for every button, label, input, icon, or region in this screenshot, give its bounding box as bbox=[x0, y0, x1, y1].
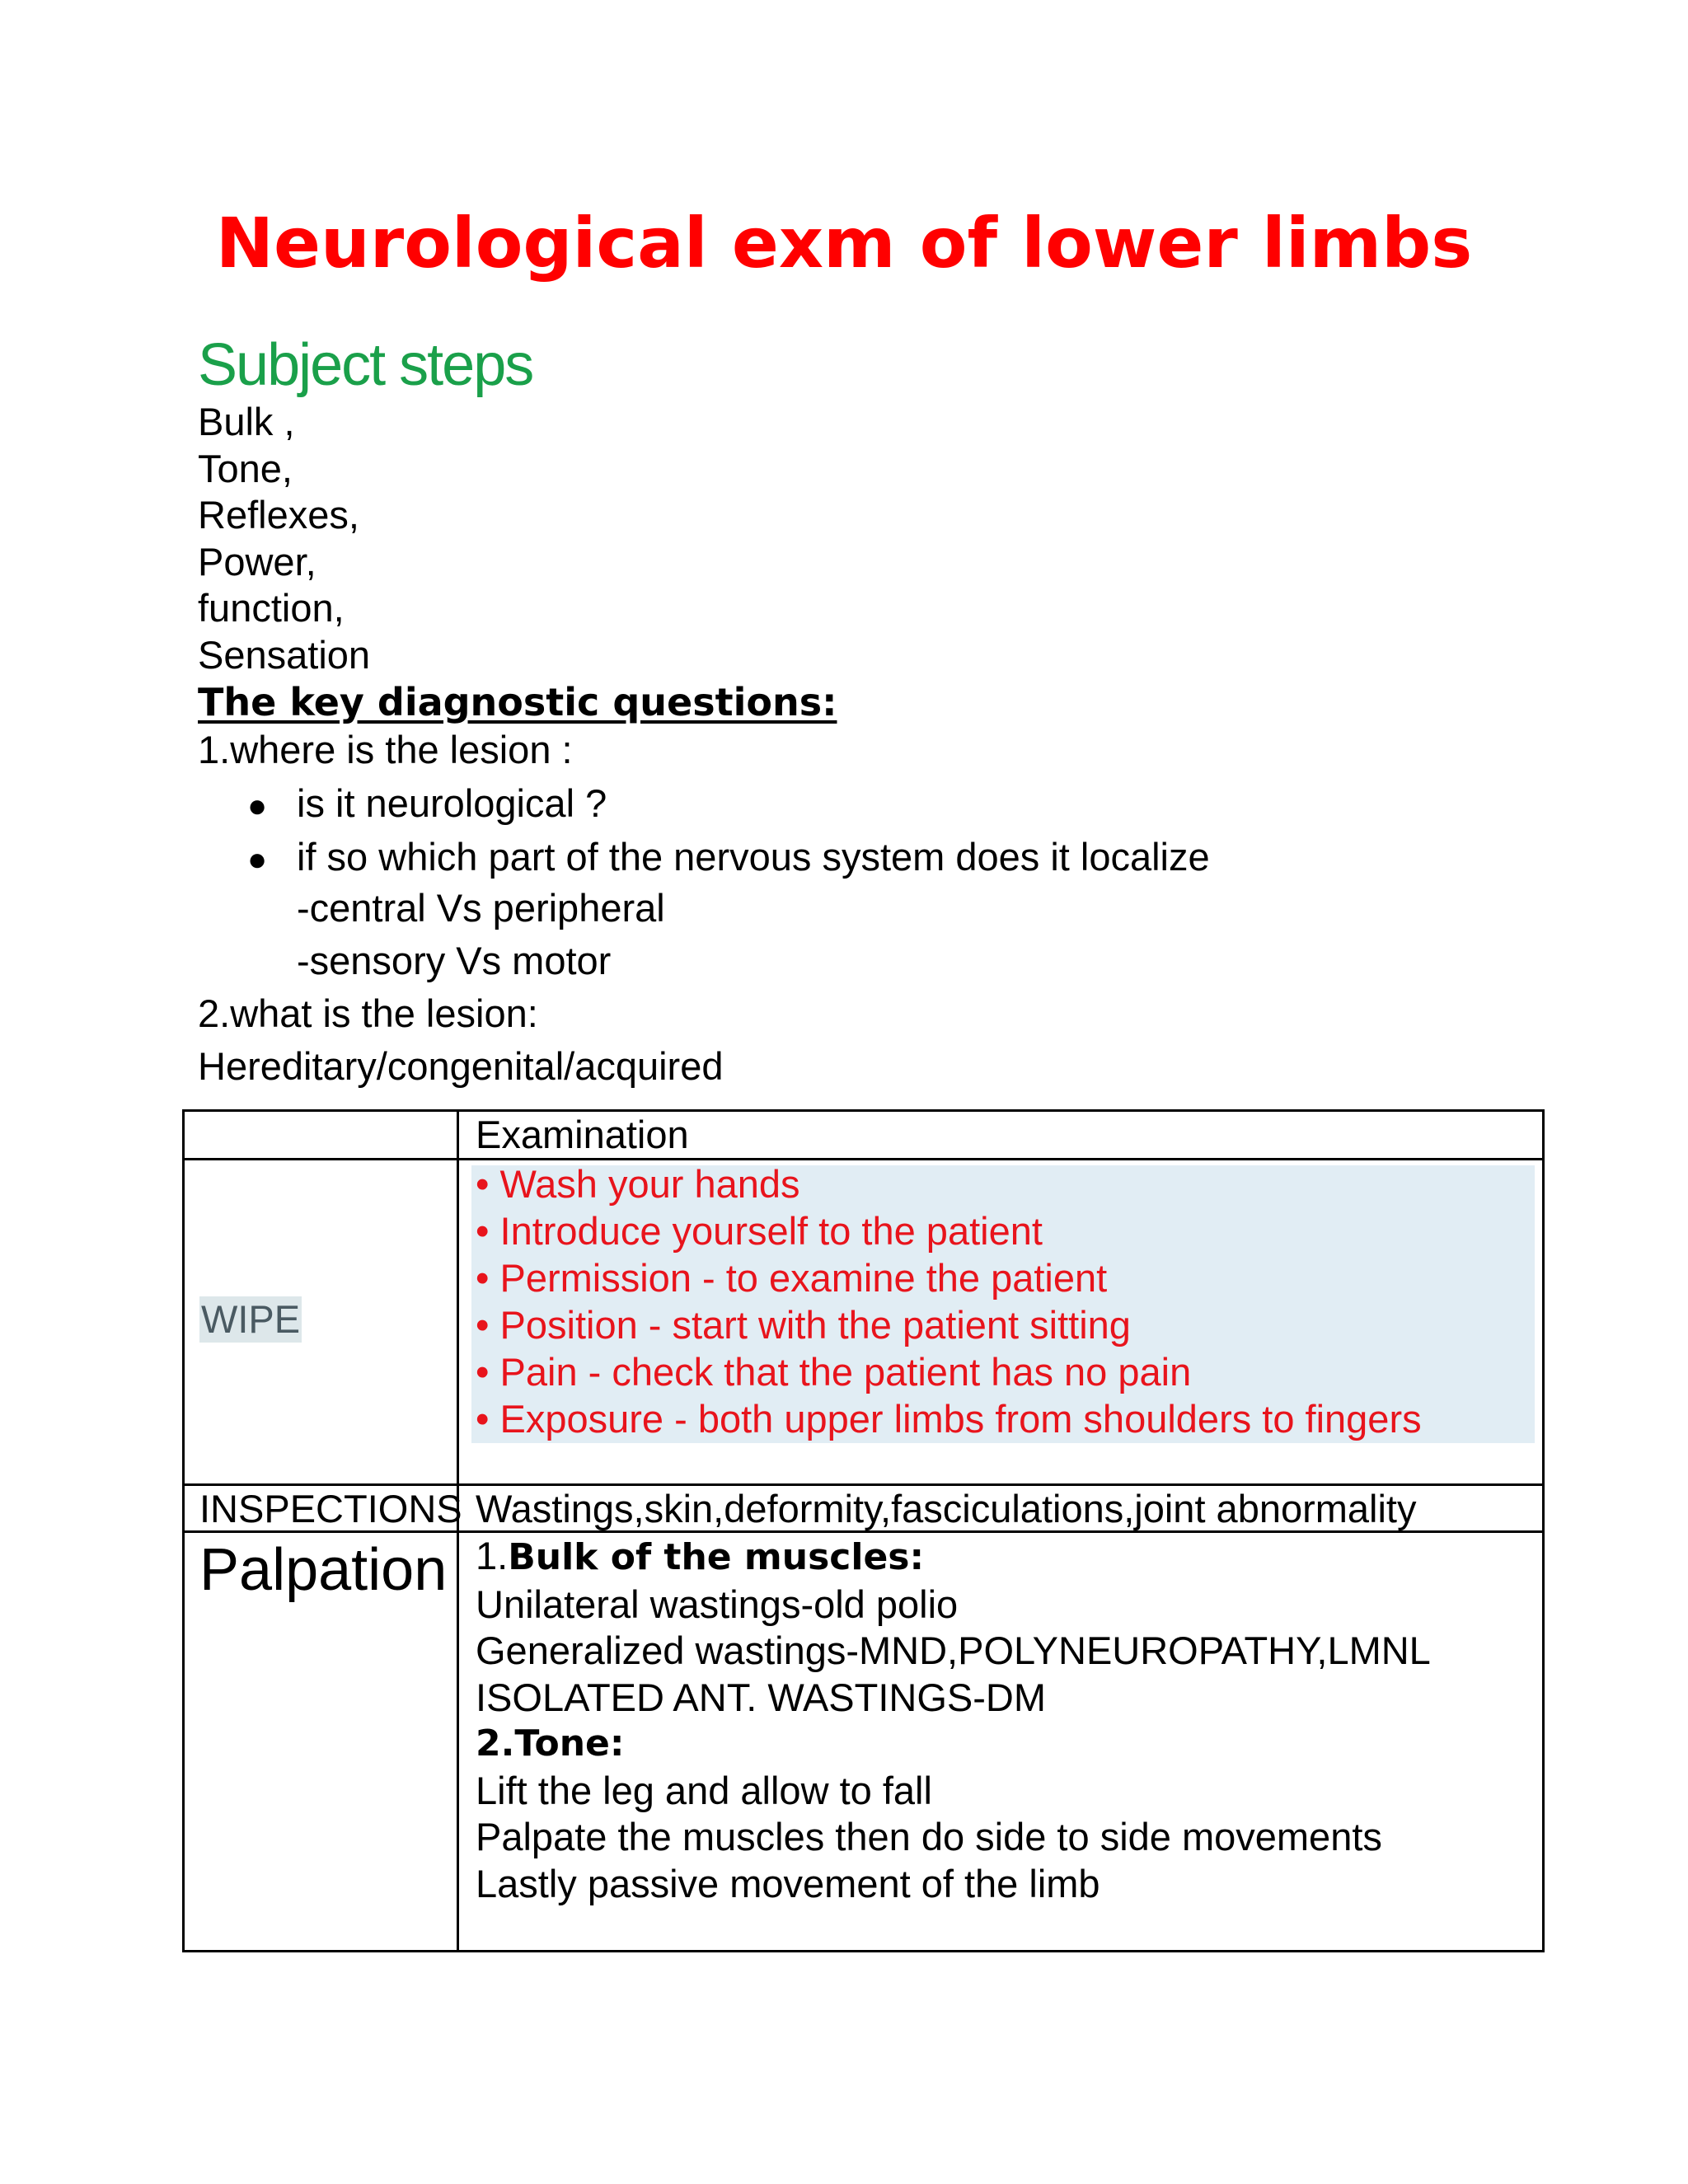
table-row-wipe bbox=[185, 1160, 1542, 1486]
bulk-line: Unilateral wastings-old polio bbox=[476, 1582, 959, 1626]
wipe-item: • Introduce yourself to the patient bbox=[476, 1209, 1043, 1253]
bullet-text: if so which part of the nervous system does it localize bbox=[297, 835, 1210, 879]
bullet-icon: ● bbox=[247, 841, 268, 878]
wipe-item: • Exposure - both upper limbs from shoulders to fingers bbox=[476, 1397, 1422, 1441]
bulk-prefix: 1. bbox=[476, 1534, 509, 1577]
bulk-heading: Bulk of the muscles: bbox=[508, 1536, 925, 1578]
wipe-list bbox=[476, 1160, 1422, 1442]
column-divider bbox=[457, 1160, 459, 1483]
tone-heading: 2.Tone: bbox=[476, 1722, 625, 1765]
page-title: Neurological exm of lower limbs bbox=[215, 203, 1473, 284]
bulk-line: ISOLATED ANT. WASTINGS-DM bbox=[476, 1675, 1047, 1719]
palpation-label: Palpation bbox=[199, 1537, 448, 1603]
question-2-answer: Hereditary/congenital/acquired bbox=[198, 1044, 724, 1088]
subject-steps-list bbox=[198, 399, 370, 678]
bullet-text: is it neurological ? bbox=[297, 781, 607, 825]
tone-line: Palpate the muscles then do side to side movements bbox=[476, 1815, 1382, 1858]
bullet-icon: ● bbox=[247, 788, 268, 824]
question-2: 2.what is the lesion: bbox=[198, 991, 538, 1035]
inspection-label: INSPECTIONS bbox=[199, 1487, 462, 1530]
wipe-item: • Pain - check that the patient has no pain bbox=[476, 1350, 1192, 1394]
table-row-palpation bbox=[185, 1533, 1542, 1950]
bulk-heading-line bbox=[476, 1533, 1431, 1582]
step-item: Tone, bbox=[198, 446, 293, 490]
step-item: function, bbox=[198, 586, 345, 630]
wipe-item: • Position - start with the patient sitting bbox=[476, 1303, 1131, 1347]
palpation-content bbox=[476, 1533, 1431, 1907]
step-item: Sensation bbox=[198, 632, 371, 677]
header-examination: Examination bbox=[476, 1113, 689, 1156]
tone-line: Lastly passive movement of the limb bbox=[476, 1861, 1100, 1905]
bulk-line: Generalized wastings-MND,POLYNEUROPATHY,LMNL bbox=[476, 1629, 1431, 1672]
table-header-row bbox=[185, 1112, 1542, 1160]
examination-table bbox=[182, 1109, 1545, 1952]
wipe-item: • Permission - to examine the patient bbox=[476, 1256, 1108, 1300]
wipe-item: • Wash your hands bbox=[476, 1162, 800, 1206]
step-item: Power, bbox=[198, 539, 316, 583]
step-item: Bulk , bbox=[198, 400, 295, 443]
key-questions-heading: The key diagnostic questions: bbox=[198, 680, 837, 724]
question-1: 1.where is the lesion : bbox=[198, 728, 573, 771]
question-1-bullet bbox=[247, 779, 607, 831]
inspection-text: Wastings,skin,deformity,fasciculations,joint abnormality bbox=[476, 1487, 1417, 1530]
question-1-sub: -central Vs peripheral bbox=[297, 886, 665, 930]
column-divider bbox=[457, 1112, 459, 1158]
wipe-label: WIPE bbox=[201, 1297, 301, 1341]
step-item: Reflexes, bbox=[198, 493, 359, 537]
table-row-inspection bbox=[185, 1486, 1542, 1533]
question-1-sub: -sensory Vs motor bbox=[297, 939, 612, 982]
tone-line: Lift the leg and allow to fall bbox=[476, 1768, 932, 1812]
column-divider bbox=[457, 1533, 459, 1950]
question-1-bullet bbox=[247, 832, 1210, 884]
subject-steps-heading: Subject steps bbox=[198, 332, 533, 398]
